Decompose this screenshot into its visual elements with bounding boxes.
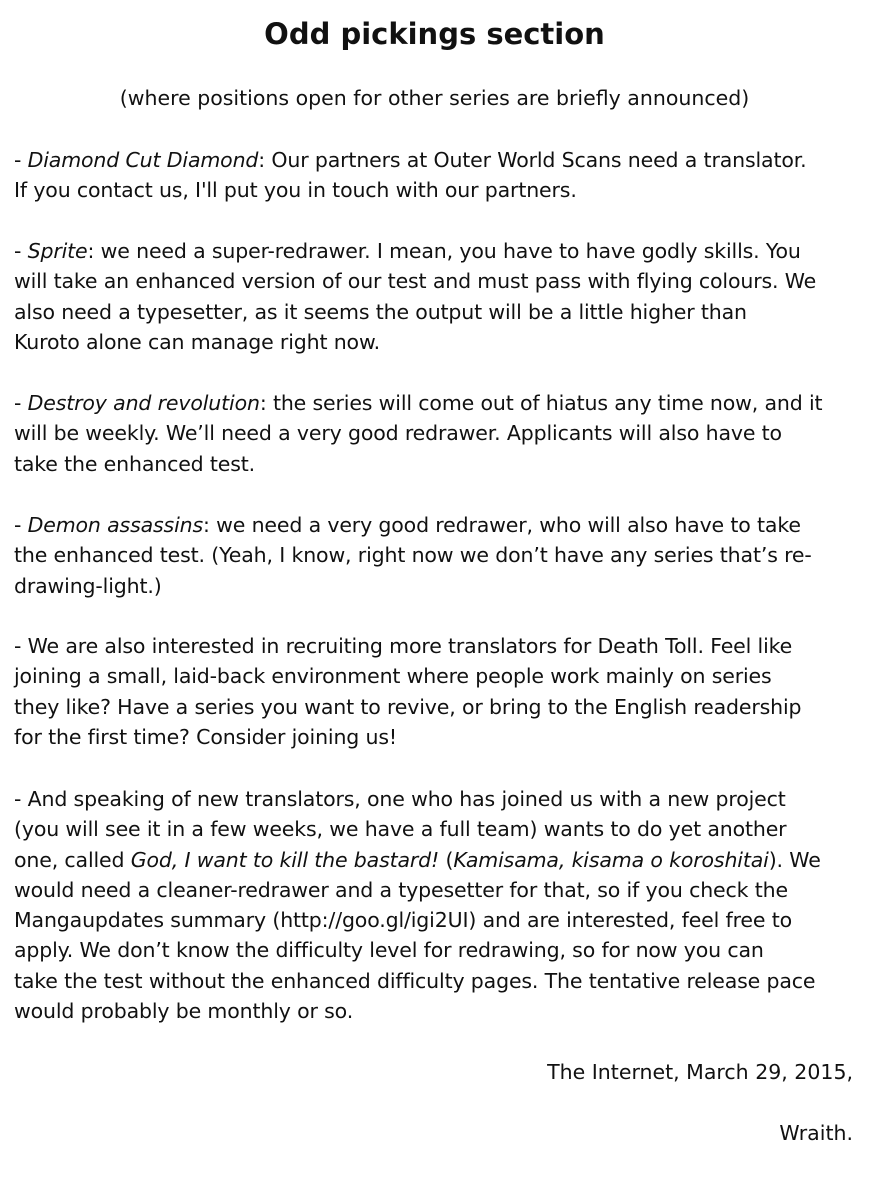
text-run: Mangaupdates summary (http://goo.gl/igi2UI) and are interested, feel free to	[14, 908, 793, 933]
text-run: would probably be monthly or so.	[14, 999, 354, 1024]
paragraph-line	[14, 661, 859, 691]
paragraph-diamond-cut-diamond	[14, 145, 859, 206]
paragraph-line	[14, 236, 859, 266]
text-run: ). We	[768, 847, 821, 872]
paragraph-line	[14, 327, 859, 357]
signature-name: Wraith.	[779, 1121, 853, 1145]
italic-title-text: God, I want to kill the bastard!	[130, 847, 440, 872]
text-run: - And speaking of new translators, one who has joined us with a new project	[14, 787, 786, 811]
paragraph-line	[14, 784, 859, 814]
text-run: Kuroto alone can manage right now.	[14, 329, 381, 354]
text-run: -	[14, 513, 28, 537]
text-run: drawing-light.)	[14, 573, 162, 598]
italic-title-text: Destroy and revolution	[27, 391, 260, 415]
signature-date: The Internet, March 29, 2015,	[547, 1060, 853, 1084]
page-title: Odd pickings section	[264, 17, 605, 51]
italic-title-text: Sprite	[27, 239, 88, 263]
text-run: will be weekly. We’ll need a very good redrawer. Applicants will also have to	[14, 421, 782, 446]
text-run: : the series will come out of hiatus any time now, and it	[259, 391, 823, 415]
paragraph-line	[14, 966, 859, 996]
paragraph-death-toll-translators	[14, 631, 859, 752]
paragraph-line	[14, 297, 859, 327]
text-run: take the test without the enhanced difficulty pages. The tentative release pace	[14, 968, 816, 993]
paragraph-sprite	[14, 236, 859, 357]
text-run: -	[14, 148, 28, 172]
paragraph-destroy-and-revolution	[14, 388, 859, 479]
paragraph-line	[14, 510, 859, 540]
text-run: joining a small, laid-back environment where people work mainly on series	[14, 664, 772, 689]
paragraph-line	[14, 814, 859, 844]
paragraph-line	[14, 175, 859, 205]
text-run: If you contact us, I'll put you in touch with our partners.	[14, 178, 577, 203]
paragraph-line	[14, 571, 859, 601]
paragraph-line	[14, 845, 859, 875]
text-run: -	[14, 239, 28, 263]
paragraph-line	[14, 905, 859, 935]
paragraph-line	[14, 266, 859, 296]
text-run: : we need a very good redrawer, who will also have to take	[203, 513, 801, 537]
text-run: -	[14, 391, 28, 415]
text-run: will take an enhanced version of our test and must pass with flying colours. We	[14, 269, 817, 294]
text-run: also need a typesetter, as it seems the output will be a little higher than	[14, 299, 747, 324]
paragraph-line	[14, 692, 859, 722]
italic-title-text: Kamisama, kisama o koroshitai	[453, 847, 769, 872]
text-run: (you will see it in a few weeks, we have a full team) wants to do yet another	[14, 817, 787, 842]
italic-title-text: Demon assassins	[27, 513, 204, 537]
paragraph-line	[14, 540, 859, 570]
text-run: : we need a super-redrawer. I mean, you have to have godly skills. You	[87, 239, 801, 263]
text-run: they like? Have a series you want to revive, or bring to the English readership	[14, 694, 802, 719]
paragraph-line	[14, 631, 859, 661]
text-run: would need a cleaner-redrawer and a typesetter for that, so if you check the	[14, 877, 788, 902]
paragraph-line	[14, 722, 859, 752]
paragraph-line	[14, 145, 859, 175]
paragraph-line	[14, 875, 859, 905]
page-subtitle: (where positions open for other series are briefly announced)	[119, 86, 750, 110]
paragraph-line	[14, 418, 859, 448]
text-run: the enhanced test. (Yeah, I know, right now we don’t have any series that’s re-	[14, 543, 812, 568]
paragraph-line	[14, 388, 859, 418]
italic-title-text: Diamond Cut Diamond	[27, 148, 259, 172]
text-run: (	[439, 847, 454, 872]
paragraph-demon-assassins	[14, 510, 859, 601]
text-run: : Our partners at Outer World Scans need a translator.	[258, 148, 807, 172]
paragraph-line	[14, 449, 859, 479]
text-run: - We are also interested in recruiting more translators for Death Toll. Feel like	[14, 634, 793, 658]
text-run: for the first time? Consider joining us!	[14, 724, 397, 749]
text-run: one, called	[14, 847, 131, 872]
paragraph-line	[14, 996, 859, 1026]
text-run: take the enhanced test.	[14, 451, 256, 476]
text-run: apply. We don’t know the difficulty level for redrawing, so for now you can	[14, 938, 764, 963]
paragraph-line	[14, 935, 859, 965]
paragraph-new-translator-project	[14, 784, 859, 1026]
